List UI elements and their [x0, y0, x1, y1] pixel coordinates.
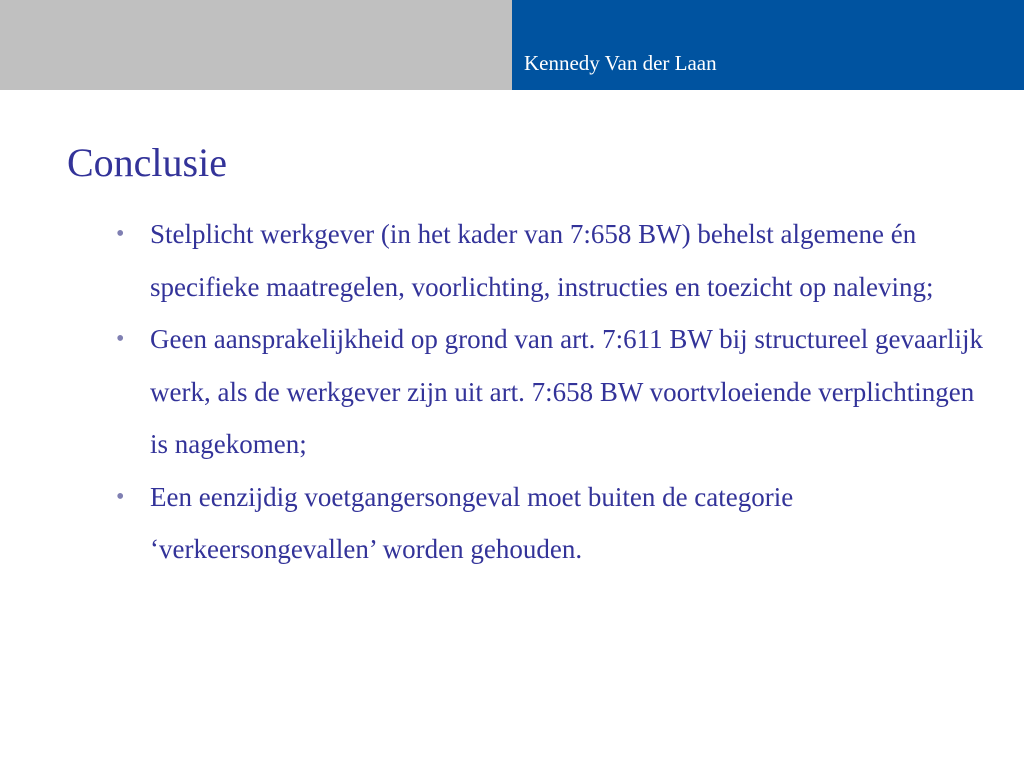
- bullet-marker: •: [116, 483, 125, 510]
- brand-name: Kennedy Van der Laan: [524, 51, 717, 75]
- header-gray-band: [0, 0, 512, 90]
- bullet-list: [0, 208, 1024, 576]
- bullet-text: Stelplicht werkgever (in het kader van 7:658 BW) behelst algemene én specifieke maatregelen, voorlichting, instructies en toezicht op naleving;: [150, 219, 934, 302]
- header-blue-band: [512, 0, 1024, 90]
- slide-title: Conclusie: [67, 140, 227, 185]
- bullet-text: Geen aansprakelijkheid op grond van art. 7:611 BW bij structureel gevaarlijk werk, als de werkgever zijn uit art. 7:658 BW voortvloeiende verplichtingen is nagekomen;: [150, 324, 983, 459]
- bullet-marker: •: [116, 326, 125, 352]
- bullet-marker: •: [116, 221, 125, 247]
- bullet-item: [0, 313, 1024, 471]
- bullet-item: [0, 208, 1024, 313]
- bullet-text: Een eenzijdig voetgangersongeval moet buiten de categorie ‘verkeersongevallen’ worden gehouden.: [150, 481, 794, 564]
- bullet-item: [0, 471, 1024, 576]
